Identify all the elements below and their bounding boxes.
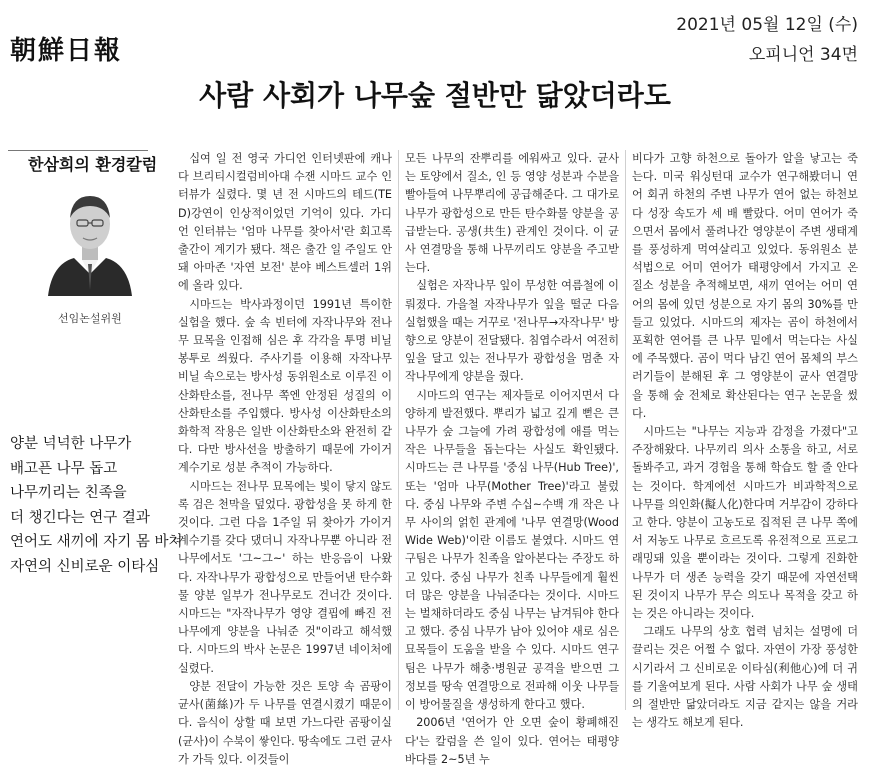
column-rule xyxy=(8,150,148,151)
column-divider xyxy=(625,150,626,710)
newspaper-masthead: 朝鮮日報 xyxy=(10,36,123,66)
article-column-3 xyxy=(632,150,858,730)
article-column-1 xyxy=(178,150,392,766)
column-divider xyxy=(398,150,399,710)
article-headline: 사람 사회가 나무숲 절반만 닮았더라도 xyxy=(199,79,671,112)
author-portrait-icon xyxy=(44,178,136,296)
article-column-2 xyxy=(405,150,619,766)
body-paragraph: 2006년 '연어가 안 오면 숲이 황폐해진다'는 칼럼을 쓴 일이 있다. 연어는 태평양 바다를 2~5년 누 xyxy=(405,716,619,766)
author-caption: 선임논설위원 xyxy=(58,312,122,325)
summary-line: 배고픈 나무 돕고 xyxy=(10,460,118,477)
body-paragraph: 시마드는 "나무는 지능과 감정을 가졌다"고 주장해왔다. 나무끼리 의사 소통을 하고, 서로 돌봐주고, 과거 경험을 통해 학습도 할 줄 안다는 것이다. 학계에선 시마드가 비과학적으로 나무를 의인화(擬人化)한다며 거부감이 강하다고 한다. 양분이 고농도로 집적된 큰 나무 쪽에서 저농도 나무로 흐르도록 유전적으로 프로그래밍돼 있을 뿐이라는 것이다. 그렇게 진화한 나무가 더 생존 능력을 갖기 때문에 자연선택된 것이지 나무가 무슨 의도나 목적을 갖고 하는 것은 아니라는 것이다. xyxy=(632,425,858,621)
body-paragraph: 십여 일 전 영국 가디언 인터넷판에 캐나다 브리티시컬럼비아대 수잰 시마드 교수 인터뷰가 실렸다. 몇 년 전 시마드의 테드(TED)강연이 인상적이었던 기억이 있다. 가디언 인터뷰는 '엄마 나무를 찾아서'란 회고록 출간이 계기가 됐다. 책은 출간 일 주일도 안 돼 아마존 '자연 보전' 분야 베스트셀러 1위에 올라 있다. xyxy=(178,152,392,293)
summary-line: 양분 넉넉한 나무가 xyxy=(10,436,132,452)
body-paragraph: 시마드는 박사과정이던 1991년 특이한 실험을 했다. 숲 속 빈터에 자작나무와 전나무 묘목을 인접해 심은 후 각각을 투명 비닐봉투로 씌웠다. 주사기를 이용해 자작나무 비닐 속으로는 방사성 동위원소로 이루진 이산화탄소를, 전나무 쪽엔 안정된 성질의 이산화탄소를 주입했다. 방사성 이산화탄소의 화학적 작용은 일반 이산화탄소와 완전히 같다. 다만 방사선을 방출하기 때문에 가이거 계수기로 성분 추적이 가능하다. xyxy=(178,297,392,475)
body-paragraph: 양분 전달이 가능한 것은 토양 속 곰팡이 균사(菌絲)가 두 나무를 연결시켰기 때문이다. 음식이 상할 때 보면 가느다란 곰팡이실(균사)이 수북이 쌓인다. 땅속에도 그런 균사가 가득 있다. 이것들이 xyxy=(178,679,392,766)
summary-line: 연어도 새끼에 자기 몸 바쳐 xyxy=(10,534,183,551)
body-paragraph: 시마드는 전나무 묘목에는 빛이 닿지 않도록 검은 천막을 덮었다. 광합성을 못 하게 한 것이다. 그런 다음 1주일 뒤 찾아가 가이거 계수기를 갖다 댔더니 자작나무뿐 아니라 전나무에서도 '그~그~' 하는 반응음이 나왔다. 자작나무가 광합성으로 만들어낸 탄수화물 양분 일부가 전나무로도 건너간 것이다. 시마드는 "자작나무가 영양 결핍에 빠진 전나무에게 양분을 나눠준 것"이라고 해석했다. 시마드의 박사 논문은 1997년 네이처에 실렸다. xyxy=(178,479,392,675)
body-paragraph: 실험은 자작나무 잎이 무성한 여름철에 이뤄졌다. 가을철 자작나무가 잎을 떨군 다음 실험했을 때는 거꾸로 '전나무→자작나무' 방향으로 양분이 전달됐다. 침엽수라서 여전히 잎을 달고 있는 전나무가 광합성을 멈춘 자작나무에게 양분을 줬다. xyxy=(405,279,619,384)
body-paragraph: 시마드의 연구는 제자들로 이어지면서 다양하게 발전했다. 뿌리가 넓고 깊게 뻗은 큰 나무가 숲 그늘에 가려 광합성에 애를 먹는 작은 나무들을 돕는다는 사실도 확인됐다. 시마드는 큰 나무를 '중심 나무(Hub Tree)', 또는 '엄마 나무(Mother Tree)'라고 불렀다. 중심 나무와 주변 수십~수백 개 작은 나무 사이의 얽힌 관계에 '나무 연결망(Wood Wide Web)'이란 이름도 붙였다. 시마드 연구팀은 나무가 친족을 알아본다는 주장도 하고 있다. 중심 나무가 친족 나무들에게 훨씬 더 많은 양분을 나눠준다는 것이다. 시마드는 벌채하더라도 중심 나무는 남겨둬야 한다고 했다. 중심 나무가 남아 있어야 새로 심은 묘목들이 도움을 받을 수 있다. 시마드 연구팀은 나무가 해충·병원균 공격을 받으면 그 정보를 땅속 연결망으로 전파해 이웃 나무들이 방어물질을 생성하게 한다고 했다. xyxy=(405,388,619,712)
summary-block xyxy=(10,432,183,580)
section-page: 오피니언 34면 xyxy=(748,45,858,65)
body-paragraph: 그래도 나무의 상호 협력 넘치는 설명에 더 끌리는 것은 어쩔 수 없다. 자연이 가장 풍성한 시기라서 그 신비로운 이타심(利他心)에 더 귀를 기울여보게 된다. 사람 사회가 나무 숲 생태의 절반만 닮았더라도 지금 같지는 않을 거라는 생각도 해보게 된다. xyxy=(632,625,858,730)
publication-date: 2021년 05월 12일 (수) xyxy=(676,15,858,35)
body-paragraph: 모든 나무의 잔뿌리를 에워싸고 있다. 균사는 토양에서 질소, 인 등 영양 성분과 수분을 빨아들여 나무뿌리에 공급해준다. 그 대가로 나무가 광합성으로 만든 탄수화물 양분을 공급받는다. 공생(共生) 관계인 것이다. 이 균사 연결망을 통해 나무끼리도 양분을 주고받는다. xyxy=(405,152,619,275)
column-author-label: 한삼희의 환경칼럼 xyxy=(28,155,158,174)
summary-line: 자연의 신비로운 이타심 xyxy=(10,558,160,575)
summary-line: 더 챙긴다는 연구 결과 xyxy=(10,509,150,526)
summary-line: 나무끼리는 친족을 xyxy=(10,485,127,502)
body-paragraph: 비다가 고향 하천으로 돌아가 알을 낳고는 죽는다. 미국 워싱턴대 교수가 연구해봤더니 연어 회귀 하천의 주변 나무가 연어 없는 하천보다 성장 속도가 세 배 빨랐다. 어미 연어가 죽으면서 몸에서 풀려나간 영양분이 주변 생태계를 풍성하게 먹여살리고 있었다. 동위원소 분석법으로 어미 연어가 태평양에서 가지고 온 질소 성분을 추적해보면, 새끼 연어는 어미 연어의 몸에 있던 성분으로 자기 몸의 30%를 만들고 있었다. 시마드의 제자는 곰이 하천에서 포획한 연어를 큰 나무 밑에서 먹는다는 사실에 주목했다. 곰이 먹다 남긴 연어 몸체의 부스러기들이 분해된 후 그 영양분이 균사 연결망을 통해 숲 전체로 확산된다는 연구 논문을 썼다. xyxy=(632,152,858,420)
